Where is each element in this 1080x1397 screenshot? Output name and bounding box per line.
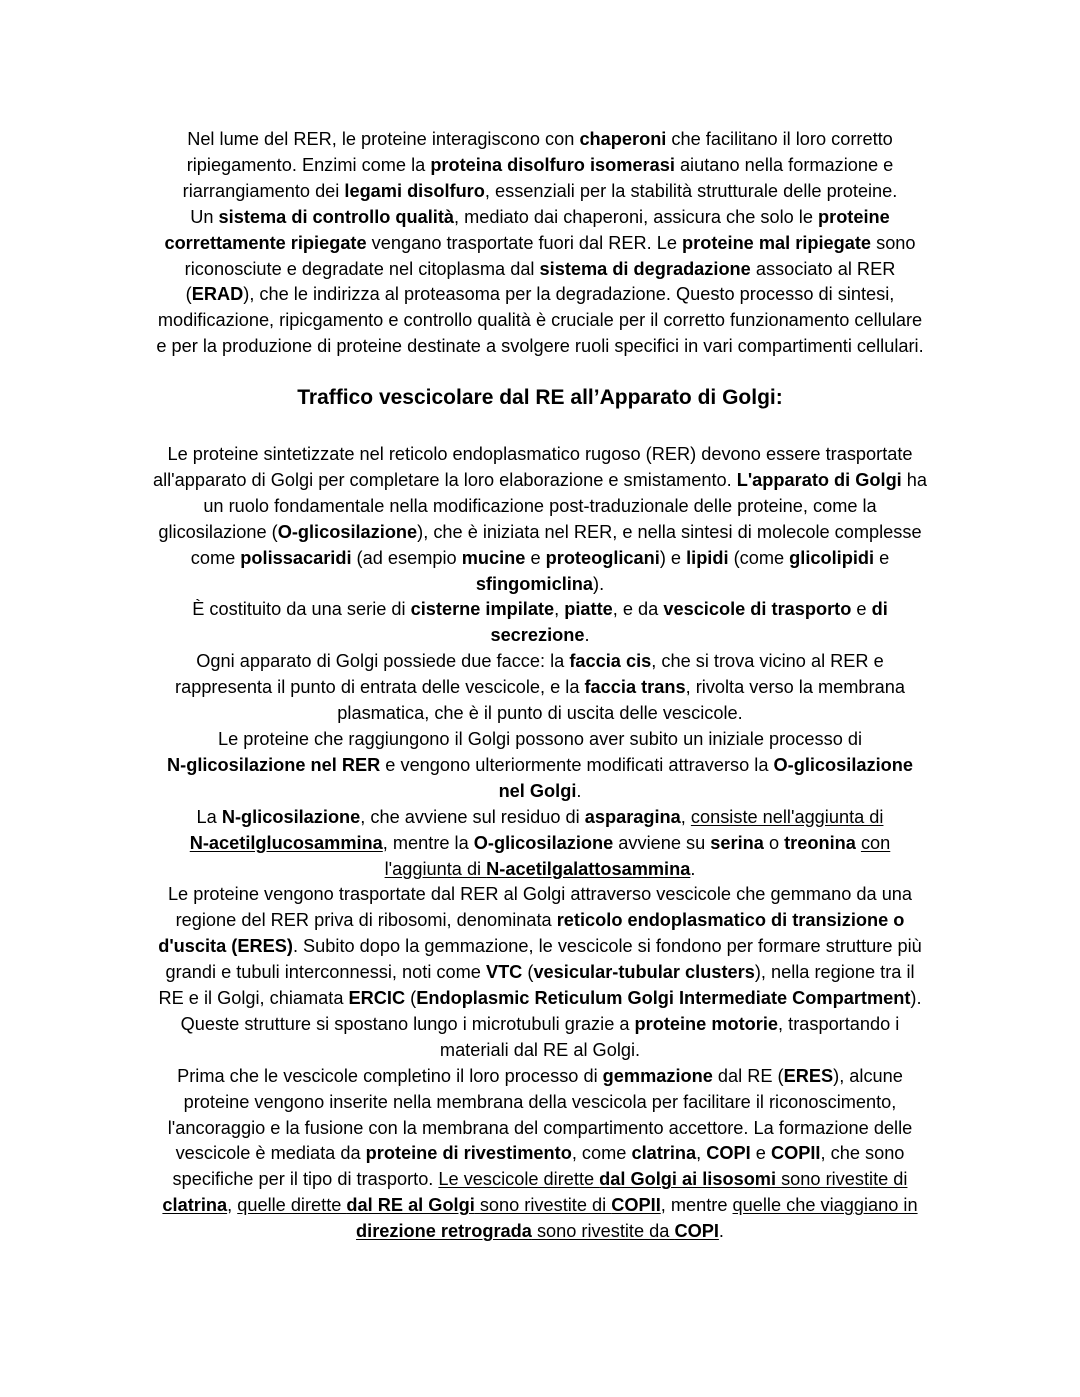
text-line bbox=[110, 494, 970, 520]
bold-term: nel Golgi bbox=[498, 780, 577, 801]
bold-term: asparagina bbox=[584, 806, 681, 827]
bold-term: proteine motorie bbox=[634, 1013, 779, 1034]
text-run: , bbox=[680, 806, 691, 827]
text-line bbox=[110, 1116, 970, 1142]
bold-term: proteine di rivestimento bbox=[365, 1143, 572, 1164]
intro-paragraph bbox=[110, 127, 970, 360]
text-run: , che sono bbox=[820, 1143, 905, 1164]
text-run: ), che le indirizza al proteasoma per la degradazione. Questo processo di sintesi, bbox=[243, 284, 895, 305]
bold-term: proteoglicani bbox=[545, 547, 660, 568]
bold-term: sfingomiclina bbox=[475, 573, 594, 594]
bold-underlined-term: dal Golgi ai lisosomi bbox=[599, 1169, 777, 1190]
text-run: un ruolo fondamentale nella modificazione post-traduzionale delle proteine, come la bbox=[203, 495, 877, 516]
text-run: , essenziali per la stabilità strutturale delle proteine. bbox=[484, 180, 898, 201]
text-line bbox=[110, 1090, 970, 1116]
bold-term: sistema di degradazione bbox=[539, 258, 751, 279]
text-line bbox=[110, 1038, 970, 1064]
text-run: proteine vengono inserite nella membrana della vescicola per facilitare il riconoscimento, bbox=[183, 1091, 897, 1112]
text-line bbox=[110, 831, 970, 857]
text-run: e per la produzione di proteine destinate a svolgere ruoli specifici in vari compartimenti cellulari. bbox=[156, 336, 924, 357]
text-line bbox=[110, 282, 970, 308]
text-run: ha bbox=[901, 469, 928, 490]
bold-term: N-glicosilazione bbox=[221, 806, 361, 827]
bold-underlined-term: N-acetilglucosammina bbox=[189, 832, 383, 853]
text-run: Un bbox=[190, 206, 219, 227]
bold-term: ERAD bbox=[191, 284, 244, 305]
text-run: e bbox=[525, 547, 546, 568]
text-line bbox=[110, 442, 970, 468]
text-run: grandi e tubuli interconnessi, noti come bbox=[165, 962, 486, 983]
text-line bbox=[110, 572, 970, 598]
text-run: Queste strutture si spostano lungo i microtubuli grazie a bbox=[180, 1013, 635, 1034]
bold-term: mucine bbox=[461, 547, 526, 568]
text-line bbox=[110, 857, 970, 883]
bold-term: sistema di controllo qualità bbox=[218, 206, 455, 227]
text-run: all'apparato di Golgi per completare la loro elaborazione e smistamento. bbox=[152, 469, 737, 490]
text-run: aiutano nella formazione e bbox=[674, 154, 894, 175]
text-run: , e da bbox=[612, 599, 664, 620]
text-line bbox=[110, 231, 970, 257]
bold-underlined-term: COPI bbox=[674, 1221, 719, 1242]
bold-term: COPII bbox=[770, 1143, 821, 1164]
body-paragraph bbox=[110, 442, 970, 1245]
text-run: Le proteine sintetizzate nel reticolo endoplasmatico rugoso (RER) devono essere trasportate bbox=[167, 444, 913, 464]
text-line bbox=[110, 1141, 970, 1167]
text-run: Le proteine vengono trasportate dal RER al Golgi attraverso vescicole che gemmano da una bbox=[167, 884, 913, 905]
text-run: riconosciute e degradate nel citoplasma dal bbox=[184, 258, 540, 279]
text-run: vescicole è mediata da bbox=[175, 1143, 366, 1164]
bold-term: legami disolfuro bbox=[344, 180, 485, 201]
bold-term: di bbox=[871, 599, 888, 620]
text-run: , bbox=[554, 599, 565, 620]
bold-term: serina bbox=[710, 832, 764, 853]
text-run: ( bbox=[522, 962, 534, 983]
text-run: ( bbox=[185, 284, 192, 305]
bold-term: proteine bbox=[818, 206, 890, 227]
text-run: associato al RER bbox=[750, 258, 896, 279]
text-run: RE e il Golgi, chiamata bbox=[158, 988, 349, 1009]
text-line bbox=[110, 727, 970, 753]
bold-term: clatrina bbox=[631, 1143, 697, 1164]
text-run: , rivolta verso la membrana bbox=[685, 677, 905, 698]
text-run: La bbox=[196, 806, 222, 827]
text-run: Nel lume del RER, le proteine interagiscono con bbox=[187, 129, 580, 149]
bold-term: Endoplasmic Reticulum Golgi Intermediate Compartment bbox=[416, 988, 911, 1009]
underlined-text: l'aggiunta di bbox=[384, 858, 487, 879]
bold-term: COPI bbox=[706, 1143, 751, 1164]
text-run: avviene su bbox=[613, 832, 711, 853]
bold-term: cisterne impilate bbox=[410, 599, 555, 620]
text-run: ( bbox=[405, 988, 417, 1009]
text-run: , bbox=[696, 1143, 707, 1164]
text-run: e bbox=[851, 599, 872, 620]
text-run: riarrangiamento dei bbox=[182, 180, 345, 201]
text-line bbox=[110, 934, 970, 960]
underlined-text: con bbox=[860, 832, 891, 853]
underlined-text: sono rivestite di bbox=[474, 1195, 612, 1216]
text-line bbox=[110, 960, 970, 986]
bold-term: polissacaridi bbox=[240, 547, 352, 568]
text-run: materiali dal RE al Golgi. bbox=[439, 1039, 641, 1060]
bold-term: lipidi bbox=[686, 547, 729, 568]
text-run: e bbox=[874, 547, 890, 568]
text-line bbox=[110, 334, 970, 360]
text-run: e bbox=[750, 1143, 771, 1164]
text-line bbox=[110, 127, 970, 153]
text-run: , bbox=[227, 1195, 238, 1216]
text-run: . bbox=[584, 625, 590, 646]
text-line bbox=[110, 179, 970, 205]
text-run: e vengono ulteriormente modificati attraverso la bbox=[380, 754, 774, 775]
text-run: rappresenta il punto di entrata delle vescicole, e la bbox=[175, 677, 585, 698]
bold-term: N-glicosilazione nel RER bbox=[167, 754, 381, 775]
text-line bbox=[110, 805, 970, 831]
text-run: , come bbox=[571, 1143, 632, 1164]
bold-term: d'uscita (ERES) bbox=[158, 936, 293, 957]
text-run: come bbox=[190, 547, 241, 568]
text-run: dal RE ( bbox=[712, 1065, 784, 1086]
text-run: , mentre bbox=[660, 1195, 733, 1216]
text-run: (come bbox=[728, 547, 790, 568]
bold-underlined-term: N-acetilgalattosammina bbox=[486, 858, 691, 879]
text-line bbox=[110, 1219, 970, 1245]
text-run: che facilitano il loro corretto bbox=[666, 129, 893, 149]
bold-term: correttamente ripiegate bbox=[164, 232, 367, 253]
text-run: , che si trova vicino al RER e bbox=[651, 651, 884, 672]
text-run: , mediato dai chaperoni, assicura che solo le bbox=[454, 206, 818, 227]
text-run: o bbox=[763, 832, 785, 853]
text-line bbox=[110, 908, 970, 934]
bold-term: VTC bbox=[485, 962, 523, 983]
text-line bbox=[110, 753, 970, 779]
underlined-text: sono rivestite da bbox=[531, 1221, 675, 1242]
text-run: . bbox=[690, 858, 696, 879]
text-line bbox=[110, 546, 970, 572]
section-heading: Traffico vescicolare dal RE all’Apparato di Golgi: bbox=[297, 386, 783, 409]
text-run: . bbox=[576, 780, 582, 801]
text-run: ), alcune bbox=[833, 1065, 903, 1086]
bold-term: O-glicosilazione bbox=[773, 754, 913, 775]
text-run: . Subito dopo la gemmazione, le vescicole si fondono per formare strutture più bbox=[292, 936, 922, 957]
underlined-text: quelle dirette bbox=[237, 1195, 347, 1216]
text-run: Le proteine che raggiungono il Golgi possono aver subito un iniziale processo di bbox=[217, 728, 863, 749]
text-run: Prima che le vescicole completino il loro processo di bbox=[177, 1065, 603, 1086]
text-run: È costituito da una serie di bbox=[192, 599, 411, 620]
underlined-text: Le vescicole dirette bbox=[438, 1169, 600, 1190]
text-line bbox=[110, 205, 970, 231]
underlined-text: sono rivestite di bbox=[776, 1169, 908, 1190]
text-run: , che avviene sul residuo di bbox=[360, 806, 585, 827]
text-line bbox=[110, 623, 970, 649]
bold-term: faccia trans bbox=[584, 677, 686, 698]
text-run: modificazione, ripicgamento e controllo qualità è cruciale per il corretto funzionamento cellulare bbox=[157, 310, 923, 331]
text-line bbox=[110, 701, 970, 727]
text-line bbox=[110, 468, 970, 494]
text-line bbox=[110, 1012, 970, 1038]
bold-term: proteine mal ripiegate bbox=[682, 232, 872, 253]
text-line bbox=[110, 597, 970, 623]
bold-term: proteina disolfuro isomerasi bbox=[430, 154, 675, 175]
text-line bbox=[110, 520, 970, 546]
underlined-text: quelle che viaggiano in bbox=[732, 1195, 918, 1216]
text-line bbox=[110, 986, 970, 1012]
text-run: , mentre la bbox=[382, 832, 474, 853]
text-line bbox=[110, 675, 970, 701]
text-run: ripiegamento. Enzimi come la bbox=[186, 154, 431, 175]
bold-term: chaperoni bbox=[579, 129, 667, 149]
bold-term: secrezione bbox=[490, 625, 585, 646]
bold-underlined-term: clatrina bbox=[162, 1195, 228, 1216]
text-run: vengano trasportate fuori dal RER. Le bbox=[366, 232, 683, 253]
text-line bbox=[110, 779, 970, 805]
text-run: . bbox=[718, 1221, 724, 1242]
bold-term: glicolipidi bbox=[789, 547, 875, 568]
bold-underlined-term: direzione retrograda bbox=[356, 1221, 532, 1242]
text-line bbox=[110, 649, 970, 675]
text-run: glicosilazione ( bbox=[158, 521, 278, 542]
text-line bbox=[110, 1064, 970, 1090]
bold-term: L'apparato di Golgi bbox=[736, 469, 902, 490]
text-run: sono bbox=[871, 232, 916, 253]
text-run: regione del RER priva di ribosomi, denominata bbox=[175, 910, 557, 931]
text-run: ), nella regione tra il bbox=[754, 962, 915, 983]
bold-term: vescicole di trasporto bbox=[663, 599, 852, 620]
text-run: Ogni apparato di Golgi possiede due facce: la bbox=[196, 651, 570, 672]
text-line bbox=[110, 257, 970, 283]
bold-term: O-glicosilazione bbox=[473, 832, 614, 853]
text-run: l'ancoraggio e la fusione con la membrana del compartimento accettore. La formazione delle bbox=[167, 1117, 913, 1138]
text-run: ) e bbox=[659, 547, 687, 568]
text-line bbox=[110, 1193, 970, 1219]
bold-term: faccia cis bbox=[569, 651, 652, 672]
text-run: plasmatica, che è il punto di uscita delle vescicole. bbox=[337, 703, 743, 724]
text-run: ). bbox=[910, 988, 922, 1009]
text-run: ), che è iniziata nel RER, e nella sintesi di molecole complesse bbox=[417, 521, 922, 542]
bold-term: treonina bbox=[784, 832, 856, 853]
bold-term: piatte bbox=[564, 599, 613, 620]
bold-underlined-term: COPII bbox=[611, 1195, 661, 1216]
text-run: , trasportando i bbox=[778, 1013, 900, 1034]
text-line bbox=[110, 308, 970, 334]
bold-term: vesicular-tubular clusters bbox=[533, 962, 755, 983]
text-run: ). bbox=[593, 573, 605, 594]
text-line bbox=[110, 1167, 970, 1193]
text-run: (ad esempio bbox=[351, 547, 462, 568]
text-run: specifiche per il tipo di trasporto. bbox=[172, 1169, 439, 1190]
bold-term: ERCIC bbox=[348, 988, 406, 1009]
bold-term: reticolo endoplasmatico di transizione o bbox=[556, 910, 905, 931]
bold-term: ERES bbox=[783, 1065, 834, 1086]
text-line bbox=[110, 882, 970, 908]
text-line bbox=[110, 153, 970, 179]
underlined-text: consiste nell'aggiunta di bbox=[690, 806, 884, 827]
bold-underlined-term: dal RE al Golgi bbox=[346, 1195, 475, 1216]
bold-term: gemmazione bbox=[602, 1065, 713, 1086]
bold-term: O-glicosilazione bbox=[277, 521, 418, 542]
